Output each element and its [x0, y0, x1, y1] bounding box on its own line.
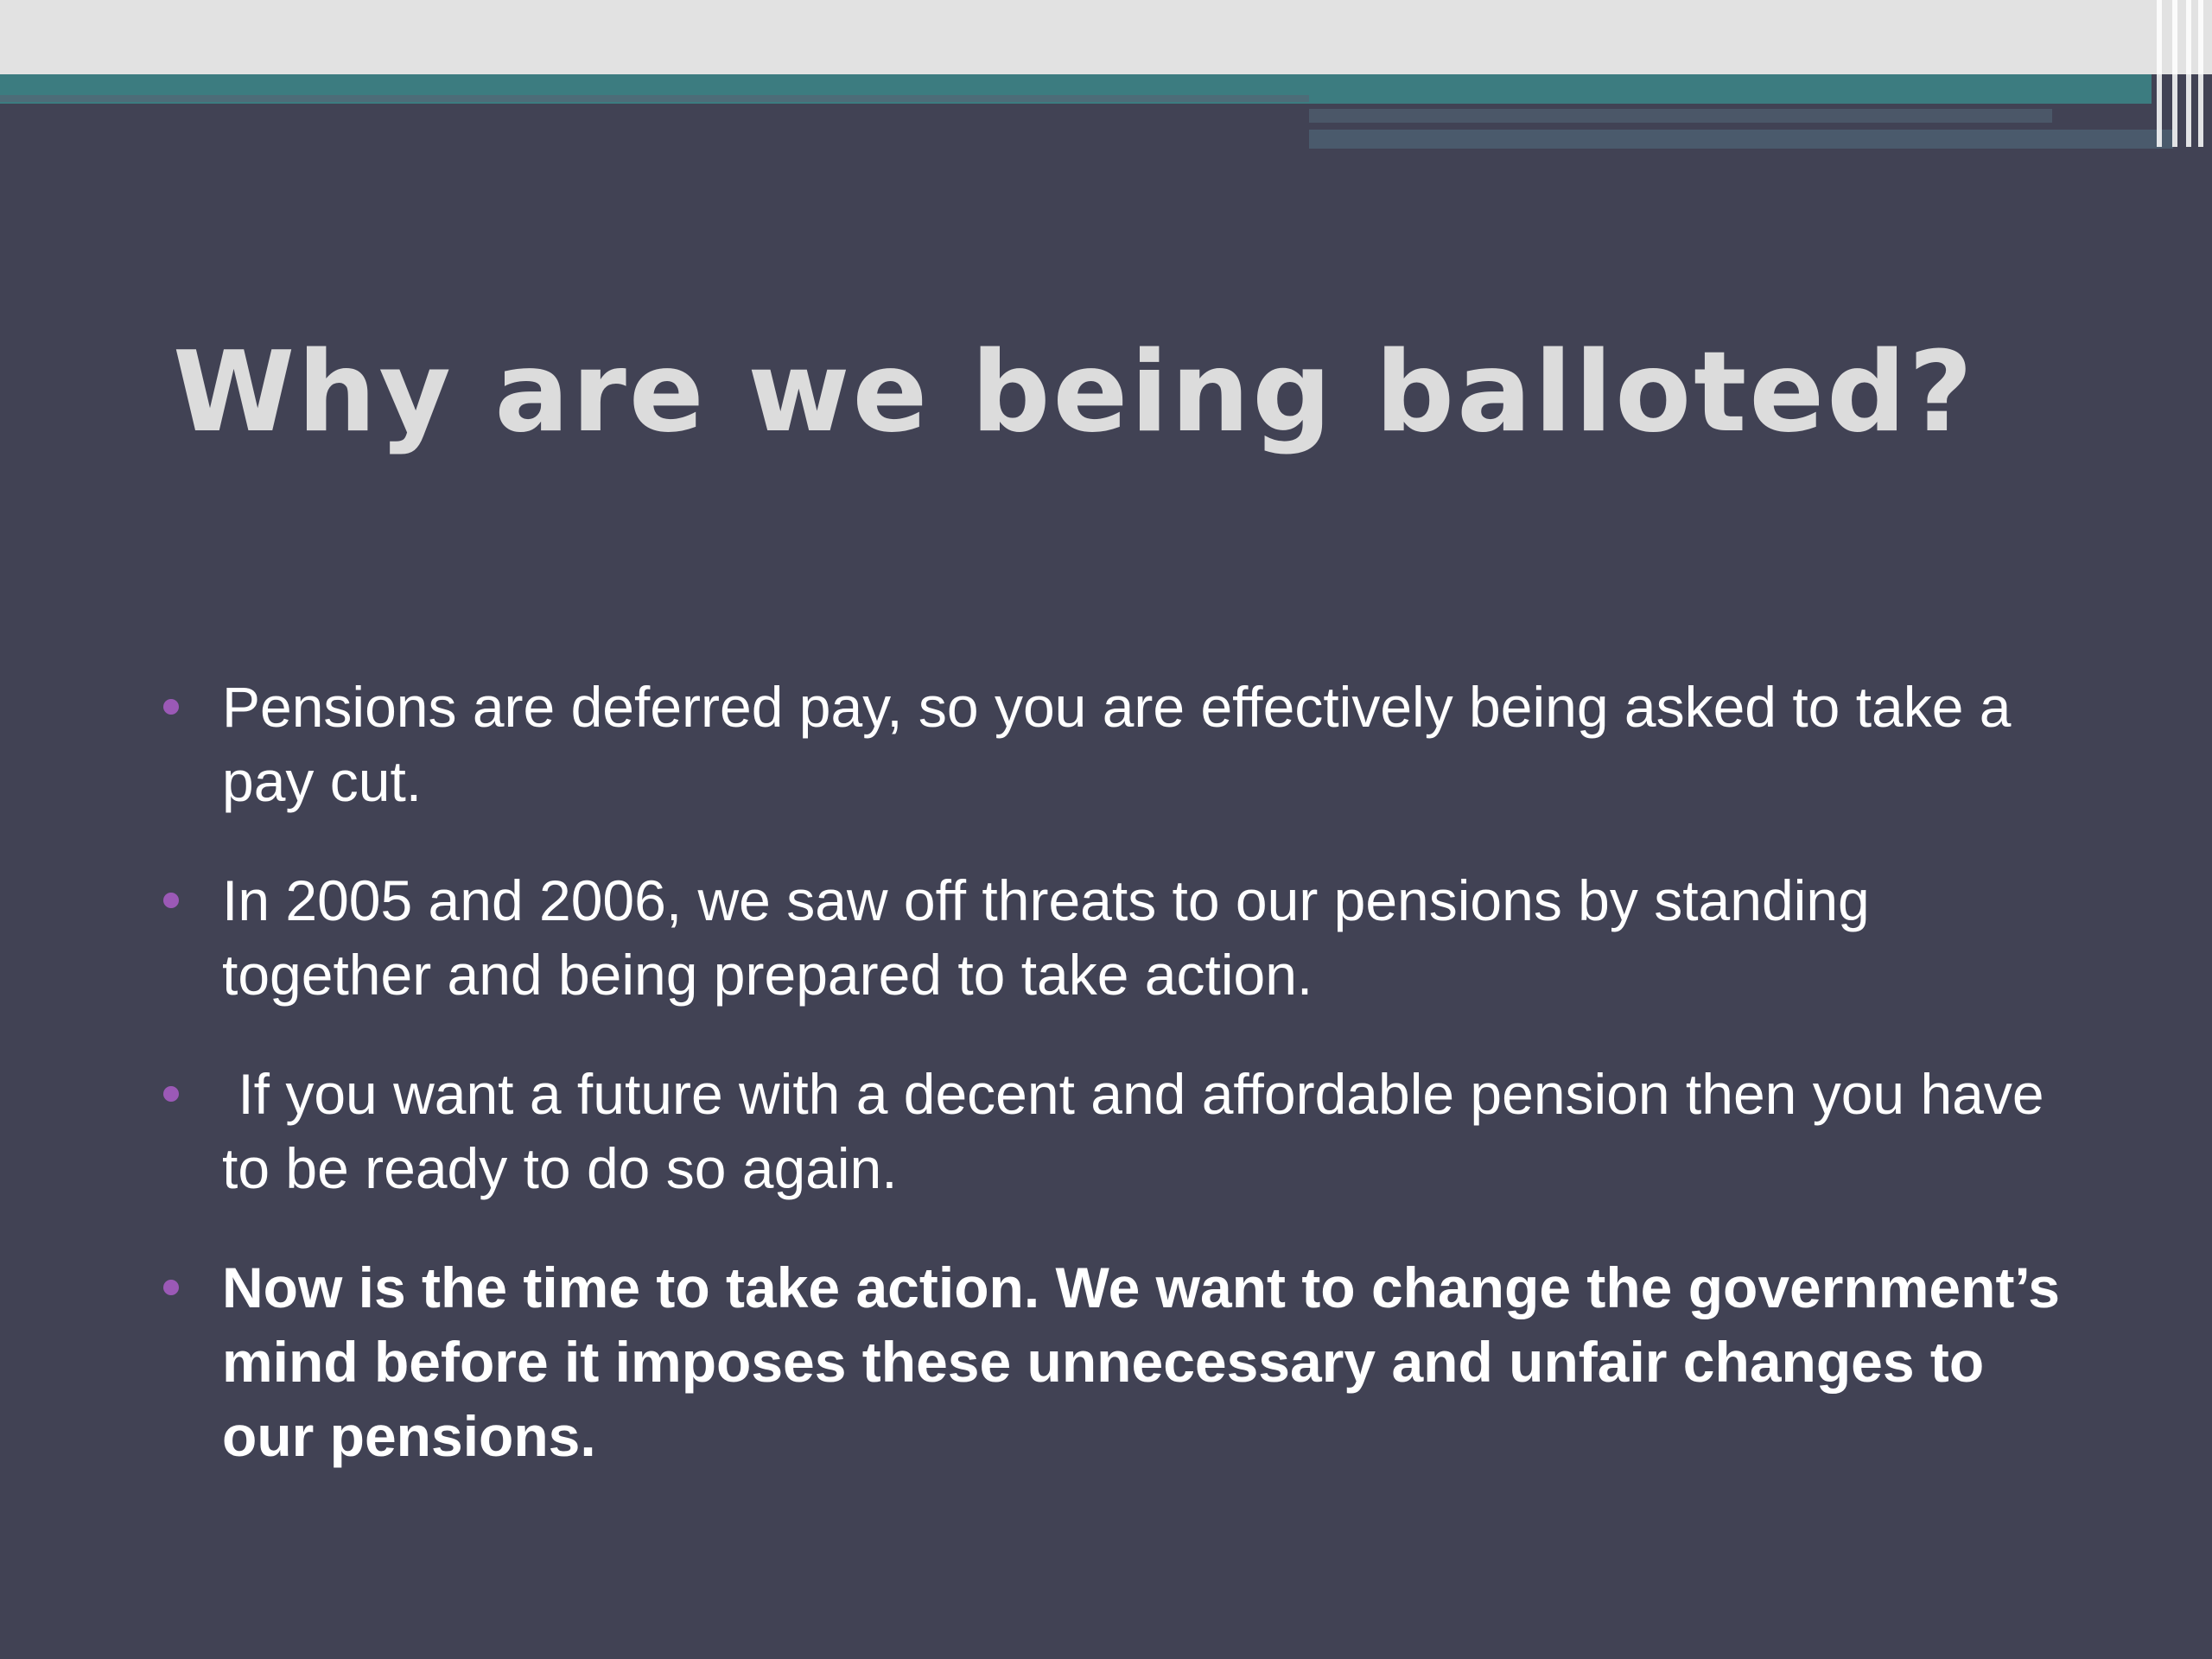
bullet-text: Pensions are deferred pay, so you are effectively being asked to take a pay cut. [222, 675, 2012, 813]
bullet-dot-icon [163, 1086, 179, 1102]
bullet-list [160, 670, 2061, 1518]
accent-strip-lower [1309, 130, 2173, 149]
bullet-text: Now is the time to take action. We want to change the government’s mind before it imposes these unnecessary and unfair changes to our pensions. [222, 1255, 2061, 1468]
bullet-dot-icon [163, 893, 179, 908]
bullet-item [160, 670, 2061, 818]
slide-title: Why are we being balloted? [173, 328, 1975, 457]
edge-lines-decoration [2152, 0, 2212, 147]
bullet-text: If you want a future with a decent and affordable pension then you have to be ready to do so again. [222, 1062, 2060, 1200]
bullet-item [160, 863, 2061, 1012]
bullet-dot-icon [163, 699, 179, 715]
accent-strip [1309, 109, 2052, 123]
bullet-item-emphasis [160, 1250, 2061, 1473]
bullet-dot-icon [163, 1280, 179, 1295]
header-band [0, 0, 2212, 74]
bullet-text: In 2005 and 2006, we saw off threats to our pensions by standing together and being prepared to take action. [222, 868, 1870, 1007]
bullet-item [160, 1057, 2061, 1205]
accent-band-inner [0, 95, 1309, 102]
